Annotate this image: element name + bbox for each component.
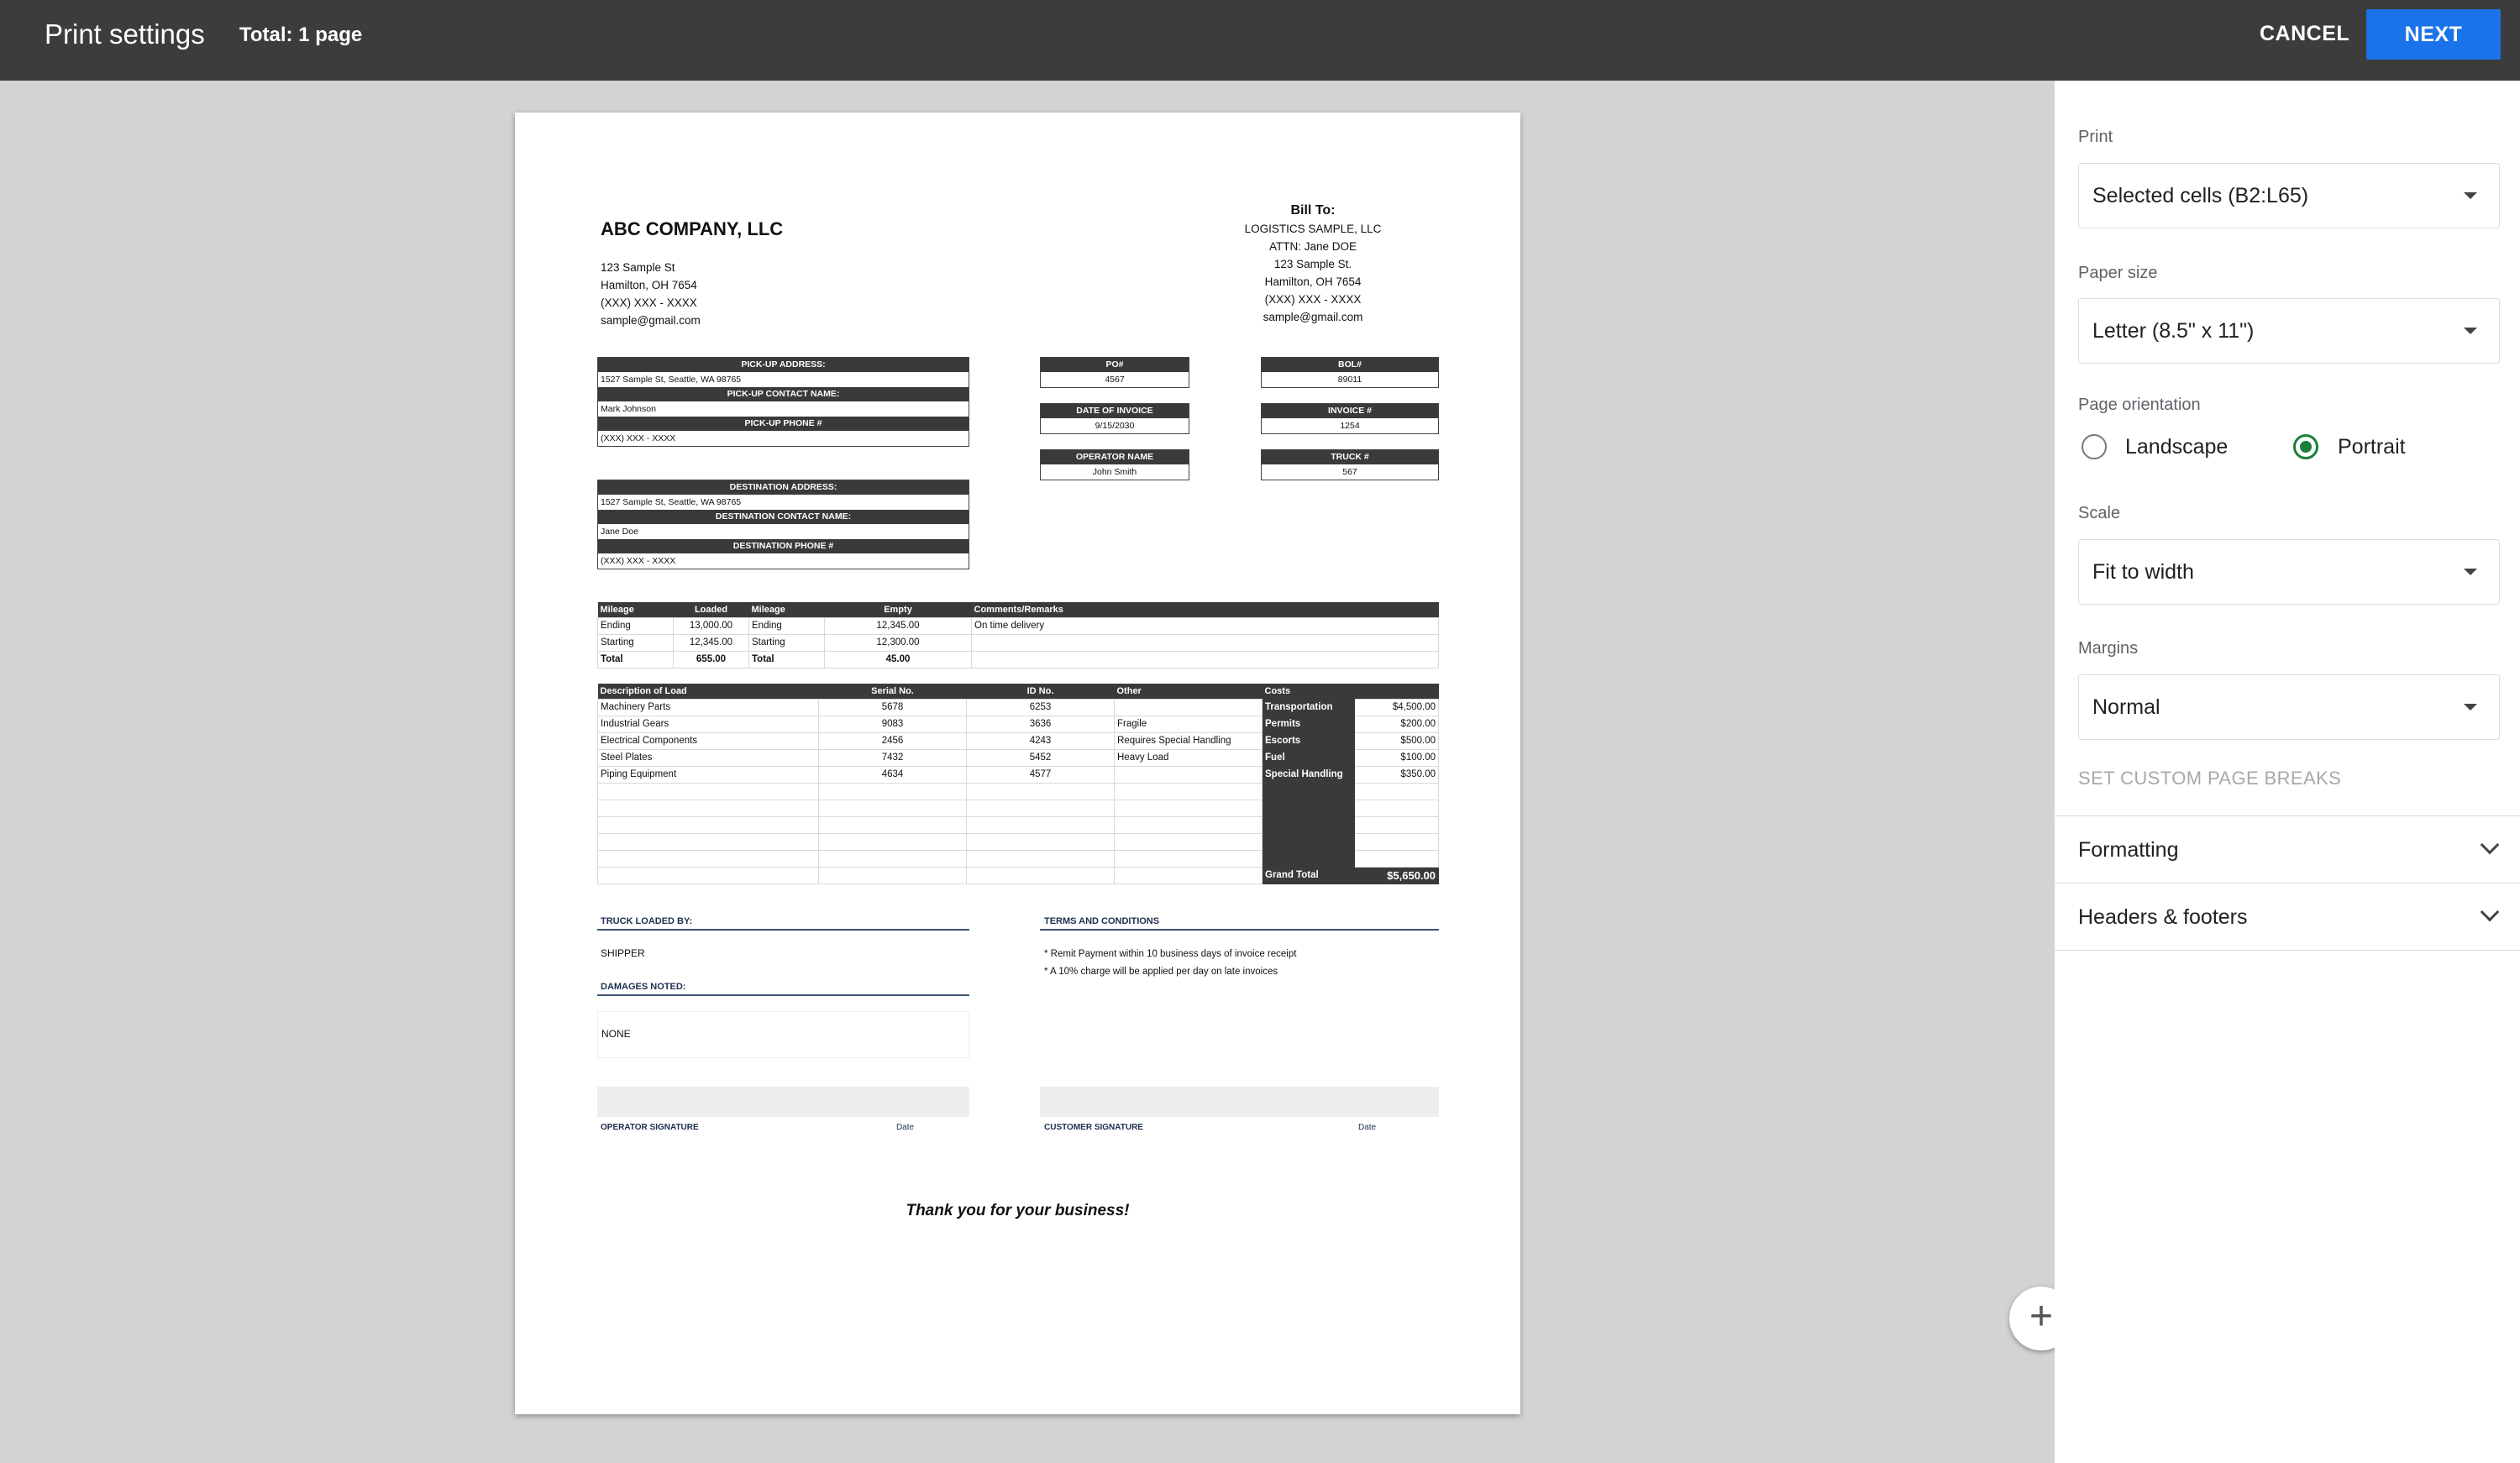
- table-row: Ending 13,000.00 Ending 12,345.00 On time delivery: [598, 617, 1439, 634]
- cancel-button[interactable]: CANCEL: [2260, 22, 2350, 45]
- table-row: [598, 833, 1439, 850]
- pickup-box: PICK-UP ADDRESS: 1527 Sample St, Seattle, WA 98765 PICK-UP CONTACT NAME: Mark Johnson PICK-UP PHONE # (XXX) XXX - XXXX: [597, 357, 969, 447]
- settings-panel: [2055, 81, 2520, 1463]
- po-box: PO# 4567: [1040, 357, 1189, 388]
- orientation-label: Page orientation: [2078, 396, 2201, 414]
- scale-select[interactable]: Fit to width: [2078, 539, 2500, 605]
- mileage-table: Mileage Loaded Mileage Empty Comments/Remarks Ending 13,000.00 Ending 12,345.00 On time delivery Starting 12,345.00 Starting 12,300.00 Total 655.00 Total 45.00: [597, 602, 1439, 669]
- truck-loaded-value: SHIPPER: [601, 947, 645, 959]
- operator-signature-box: [597, 1087, 969, 1117]
- terms-list: * Remit Payment within 10 business days of invoice receipt * A 10% charge will be applied per day on late invoices: [1044, 949, 1297, 977]
- paper-size-select[interactable]: Letter (8.5" x 11"): [2078, 298, 2500, 364]
- table-row: Industrial Gears 9083 3636 Fragile Permits $200.00: [598, 716, 1439, 732]
- portrait-label[interactable]: Portrait: [2338, 435, 2406, 459]
- operator-date-label: Date: [896, 1123, 915, 1132]
- table-row: Starting 12,345.00 Starting 12,300.00: [598, 634, 1439, 651]
- landscape-radio[interactable]: [2082, 434, 2107, 459]
- table-row: [598, 850, 1439, 867]
- damages-value: NONE: [597, 1011, 969, 1058]
- operator-signature-label: OPERATOR SIGNATURE: [601, 1123, 699, 1132]
- bol-box: BOL# 89011: [1261, 357, 1439, 388]
- portrait-radio[interactable]: [2293, 434, 2318, 459]
- print-label: Print: [2078, 128, 2113, 146]
- margins-select[interactable]: Normal: [2078, 674, 2500, 740]
- terms-label: TERMS AND CONDITIONS: [1044, 916, 1160, 926]
- next-button[interactable]: NEXT: [2366, 9, 2501, 60]
- divider: [2055, 815, 2520, 816]
- divider: [2055, 950, 2520, 951]
- landscape-label[interactable]: Landscape: [2125, 435, 2229, 459]
- date-box: DATE OF INVOICE 9/15/2030: [1040, 403, 1189, 434]
- invoice-number-box: INVOICE # 1254: [1261, 403, 1439, 434]
- chevron-down-icon[interactable]: [2481, 903, 2500, 922]
- table-row: [598, 783, 1439, 800]
- headers-footers-section[interactable]: Headers & footers: [2078, 905, 2248, 929]
- table-row: Electrical Components 2456 4243 Requires Special Handling Escorts $500.00: [598, 732, 1439, 749]
- thank-you-note: Thank you for your business!: [906, 1202, 1130, 1219]
- destination-box: DESTINATION ADDRESS: 1527 Sample St, Seattle, WA 98765 DESTINATION CONTACT NAME: Jane Doe DESTINATION PHONE # (XXX) XXX - XXXX: [597, 480, 969, 569]
- table-row: [598, 800, 1439, 816]
- operator-box: OPERATOR NAME John Smith: [1040, 449, 1189, 480]
- truck-loaded-label: TRUCK LOADED BY:: [601, 916, 693, 926]
- top-bar: [0, 0, 2520, 81]
- table-row: Total 655.00 Total 45.00: [598, 651, 1439, 668]
- load-table: Description of Load Serial No. ID No. Other Costs Machinery Parts 5678 6253 Transportation $4,500.00 Industrial Gears 9083 3636 Fragile Permits $200.00 Electrical Components 2456 4243 Requires Special Handling Escorts $500.00 Steel Plates 7432 5452 Heavy Load Fuel $100.00 Piping Equipment 4634 4577 Special Handling $350.00 Grand Total $5,650.00: [597, 684, 1439, 884]
- caret-down-icon: [2464, 328, 2477, 334]
- customer-signature-label: CUSTOMER SIGNATURE: [1044, 1123, 1143, 1132]
- page-title: Print settings: [45, 18, 205, 50]
- company-name: ABC COMPANY, LLC: [601, 218, 784, 239]
- formatting-section[interactable]: Formatting: [2078, 838, 2179, 862]
- divider: [597, 994, 969, 996]
- print-select[interactable]: Selected cells (B2:L65): [2078, 163, 2500, 228]
- table-row: Piping Equipment 4634 4577 Special Handling $350.00: [598, 766, 1439, 783]
- damages-label: DAMAGES NOTED:: [601, 982, 686, 992]
- custom-page-breaks-button[interactable]: SET CUSTOM PAGE BREAKS: [2078, 768, 2342, 789]
- plus-icon: +: [2029, 1294, 2054, 1339]
- caret-down-icon: [2464, 192, 2477, 199]
- customer-signature-box: [1040, 1087, 1439, 1117]
- table-row: Machinery Parts 5678 6253 Transportation $4,500.00: [598, 699, 1439, 716]
- divider: [2055, 883, 2520, 884]
- print-preview-page: [515, 113, 1520, 1414]
- page-count: Total: 1 page: [239, 24, 363, 46]
- caret-down-icon: [2464, 704, 2477, 711]
- divider: [1040, 929, 1439, 931]
- customer-date-label: Date: [1358, 1123, 1377, 1132]
- bill-to: Bill To: LOGISTICS SAMPLE, LLC ATTN: Jane DOE 123 Sample St. Hamilton, OH 7654 (XXX) XXX - XXXX sample@gmail.com: [1244, 203, 1382, 323]
- truck-box: TRUCK # 567: [1261, 449, 1439, 480]
- scale-label: Scale: [2078, 504, 2121, 522]
- paper-size-label: Paper size: [2078, 264, 2158, 282]
- divider: [597, 929, 969, 931]
- chevron-down-icon[interactable]: [2481, 836, 2500, 855]
- margins-label: Margins: [2078, 639, 2139, 658]
- table-row: Steel Plates 7432 5452 Heavy Load Fuel $100.00: [598, 749, 1439, 766]
- table-row: [598, 816, 1439, 833]
- caret-down-icon: [2464, 569, 2477, 575]
- company-address: 123 Sample St Hamilton, OH 7654 (XXX) XXX - XXXX sample@gmail.com: [601, 261, 701, 327]
- grand-total-row: Grand Total $5,650.00: [598, 867, 1439, 884]
